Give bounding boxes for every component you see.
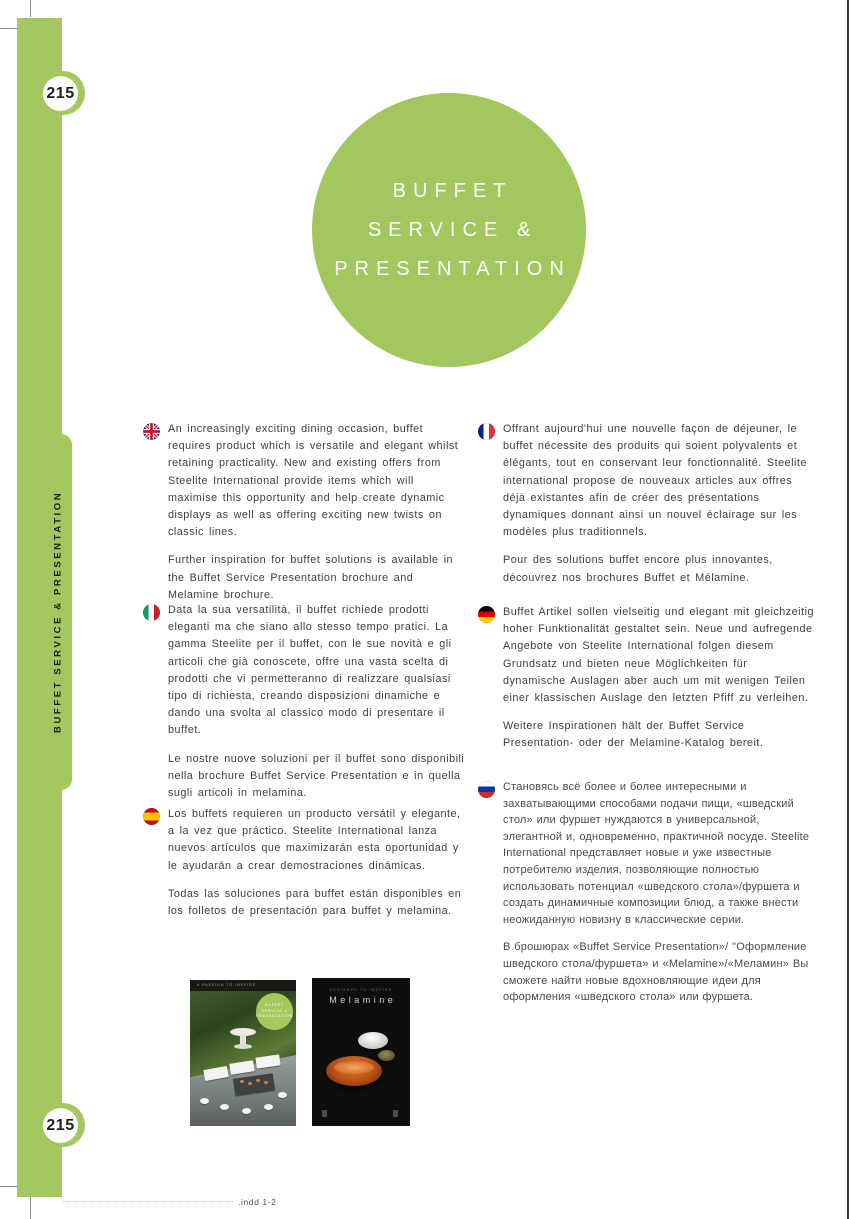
english-paragraph: Further inspiration for buffet solutions is available in the Buffet Service Presentation brochure and Melamine brochure. bbox=[168, 554, 454, 601]
hero-title-line3: PRESENTATION bbox=[334, 257, 571, 280]
page-number: 215 bbox=[46, 84, 75, 102]
section-german bbox=[478, 604, 815, 764]
page-number-badge bbox=[43, 76, 78, 111]
russia-flag-icon bbox=[478, 781, 495, 798]
german-paragraph: Buffet Artikel sollen vielseitig und elegant mit gleichzeitig hoher Funktionalität gestaltet sein. Neue und aufregende Angebote von Steelite International folgen diesem Grundsatz und bieten neue Möglichkeiten für dynamische Auslagen aber auch um mit wenigen Teilen einer klassischen Auslage den letzten Pfiff zu verleihen. bbox=[503, 606, 814, 705]
germany-flag-icon bbox=[478, 606, 495, 623]
italy-flag-icon bbox=[143, 604, 160, 621]
publisher-mark-icon bbox=[322, 1110, 327, 1117]
bowl-image bbox=[220, 1104, 229, 1110]
france-flag-icon bbox=[478, 423, 495, 440]
bowl-image bbox=[242, 1108, 251, 1114]
crop-mark-top bbox=[30, 0, 31, 17]
section-french bbox=[478, 421, 815, 598]
russian-paragraph: В брошюрах «Buffet Service Presentation»/ "Оформление шведского стола/фуршета» и «Melamine»/«Меламин» Вы сможете найти новые вдохновляющие идеи для оформления «шведского стола» или фуршета. bbox=[503, 941, 809, 1004]
russian-paragraph: Становясь всё более и более интересными и захватывающими способами подачи пищи, «шведский стол» или фуршет нуждаются в универсальной, элегантной и, одновременно, практичной посуде. Steelite International представляет новые и уже известные потребителю изделия, позволяющие полностью использовать потенциал «шведского стола»/фуршета и создать динамичные композиции блюд, а также внести неожиданную новизну в классические серии. bbox=[503, 781, 810, 926]
italian-paragraph: Data la sua versatilità, il buffet richiede prodotti eleganti ma che siano allo stesso tempo pratici. La gamma Steelite per il buffet, con le sue novità e gli articoli che già conoscete, offre una vasta scelta di prodotti che vi permetteranno di realizzare qualsiasi tipo di richiesta, creando disposizioni dinamiche e dando una svolta al classico modo di presentare il buffet. bbox=[168, 604, 452, 737]
italian-paragraph: Le nostre nuove soluzioni per il buffet sono disponibili nella brochure Buffet Service Presentation e in quella sugli articoli in melamina. bbox=[168, 752, 465, 800]
spanish-paragraph: Todas las soluciones para buffet están disponibles en los folletos de presentación para buffet y melamina. bbox=[168, 887, 462, 918]
french-paragraph: Offrant aujourd'hui une nouvelle façon de déjeuner, le buffet nécessite des produits qui soient polyvalents et élégants, tout en conservant leur fonctionnalité. Steelite international propose de nouveaux articles aux offres déjà existantes afin de créer des présentations dynamiques donnant ainsi un nouvel éclairage sur les modèles plus traditionnels. bbox=[503, 423, 807, 539]
hero-title-line1: BUFFET bbox=[392, 179, 513, 202]
page-fold-edge bbox=[847, 0, 849, 1219]
german-paragraph: Weitere Inspirationen hält der Buffet Service Presentation- oder der Melamine-Katalog bereit. bbox=[503, 720, 764, 750]
page-number-badge bbox=[43, 1108, 78, 1143]
french-paragraph: Pour des solutions buffet encore plus innovantes, découvrez nos brochures Buffet et Mélamine. bbox=[503, 554, 773, 584]
orange-bowl-image bbox=[326, 1056, 382, 1086]
bowl-image bbox=[200, 1098, 209, 1104]
cake-stand-base bbox=[234, 1044, 252, 1049]
bowl-image bbox=[278, 1092, 287, 1098]
section-spanish bbox=[143, 806, 465, 931]
melamine-brochure-title: Melamine bbox=[329, 995, 397, 1005]
uk-flag-icon bbox=[143, 423, 160, 440]
hero-circle bbox=[312, 93, 586, 367]
white-bowl-image bbox=[358, 1032, 388, 1049]
section-english bbox=[143, 421, 463, 615]
buffet-brochure-top-text: A PASSION TO INSPIRE bbox=[190, 980, 296, 991]
melamine-brochure-cover bbox=[312, 978, 410, 1126]
buffet-brochure-badge: BUFFET SERVICE & PRESENTATION bbox=[256, 993, 293, 1030]
footer-filename: .indd 1-2 bbox=[238, 1197, 277, 1207]
bowl-image bbox=[264, 1104, 273, 1110]
spain-flag-icon bbox=[143, 808, 160, 825]
section-russian bbox=[478, 779, 818, 1017]
english-paragraph: An increasingly exciting dining occasion, buffet requires product which is versatile and elegant whilst retaining practicality. New and existing offers from Steelite International provide items which will maximise this opportunity and help create dynamic displays as well as offering exciting new twists on classic lines. bbox=[168, 423, 459, 539]
melamine-brochure-tagline: DESIGNED TO INSPIRE bbox=[329, 988, 393, 992]
page-number: 215 bbox=[46, 1116, 75, 1134]
spanish-paragraph: Los buffets requieren un producto versátil y elegante, a la vez que práctico. Steelite International lanza nuevos artículos que maximizarán esta oportunidad y le ayudarán a crear demostraciones dinámicas. bbox=[168, 808, 461, 872]
gold-bowl-image bbox=[378, 1050, 395, 1061]
footer-dotted-rule bbox=[63, 1201, 233, 1202]
publisher-mark-icon bbox=[393, 1110, 398, 1117]
buffet-brochure-cover bbox=[190, 980, 296, 1126]
section-italian bbox=[143, 602, 465, 813]
section-tab-label: BUFFET SERVICE & PRESENTATION bbox=[52, 490, 64, 734]
hero-title-line2: SERVICE & bbox=[367, 218, 538, 241]
